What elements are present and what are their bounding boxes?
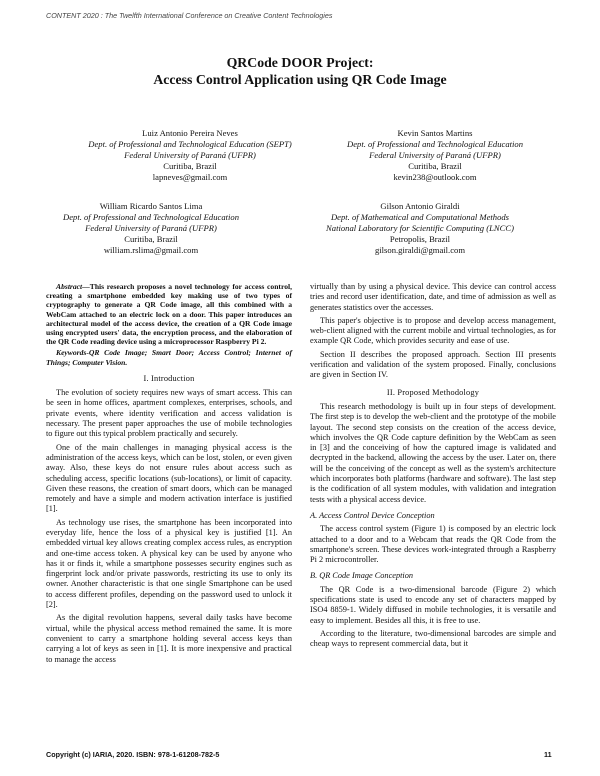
author-city: Curitiba, Brazil <box>163 161 217 171</box>
author-city: Curitiba, Brazil <box>124 234 178 244</box>
author-block-2 <box>325 128 545 183</box>
abstract-text: —This research proposes a novel technology for access control, creating a smartphone embedded key making use of two types of cryptography to generate a QR Code image, all this combined with a WebCam attached to an electric lock on a door. This paper introduces an architectural model of the access device, the creation of a QR Code image using encrypted users' data, the encryption process, and the elaboration of the QR Code reading device using a microprocessor Raspberry Pi 2. <box>46 282 292 347</box>
author-city: Petropolis, Brazil <box>389 234 451 244</box>
paragraph: The access control system (Figure 1) is composed by an electric lock attached to a door and to a Webcam that reads the QR Code from the smartphone's screen. These devices work-integrated through a Raspberry Pi 2 microcontroller. <box>310 524 556 565</box>
paragraph: This paper's objective is to propose and develop access management, web-client aligned with the current mobile and virtual technologies, as for example QR Code, which provides security and ease of use. <box>310 315 556 346</box>
abstract <box>46 282 292 346</box>
keywords <box>46 348 292 366</box>
author-dept: Dept. of Professional and Technological Education (SEPT) <box>88 139 292 149</box>
author-email: gilson.giraldi@gmail.com <box>374 245 466 255</box>
paragraph: According to the literature, two-dimensional barcodes are simple and cheap ways to represent commercial data, but it <box>310 628 556 649</box>
author-dept: Dept. of Mathematical and Computational Methods <box>330 212 510 222</box>
author-institution: Federal University of Paraná (UFPR) <box>85 223 217 233</box>
paragraph: The QR Code is a two-dimensional barcode (Figure 2) which specifications state is used to encode any set of characters mapped by ISO4 8859-1. Widely diffused in mobile technologies, it is versatile and easy to implement. Besides all this, it is free to use. <box>310 584 556 625</box>
author-block-4 <box>300 201 540 256</box>
paragraph: This research methodology is built up in four steps of development. The first step is to develop the web-client and the prototype of the mobile layout. The second step consists on the creation of the access device, which involves the QR Code capture definition by the WebCam as seen in [3] and the conceiving of how the captured image is validated and decrypted in the backend, allowing the access by the user. Later on, there will be the conceiving of the concept as well as the system's architecture which incorporates both platforms (hardware and software). The last step is the codification of all system modules, with validation and integration tests with a physical access device. <box>310 401 556 504</box>
paragraph: virtually than by using a physical device. This device can control access tries and record user identification, date, and time of admission as well as generates statistics over the accesses. <box>310 282 556 312</box>
author-city: Curitiba, Brazil <box>408 161 462 171</box>
author-institution: National Laboratory for Scientific Computing (LNCC) <box>326 223 514 233</box>
footer-copyright: Copyright (c) IARIA, 2020. ISBN: 978-1-61208-782-5 <box>46 750 220 759</box>
author-block-3 <box>36 201 266 256</box>
left-column <box>46 282 292 668</box>
author-institution: Federal University of Paraná (UFPR) <box>369 150 501 160</box>
paragraph: As technology use rises, the smartphone has been incorporated into everyday life, hence the loss of a physical key is justified [1]. An embedded virtual key allows creating complex access rules, as encryption and one-time access token. A physical key can be used by anyone who has it or finds it, while a smartphone possesses security engines such as fingerprint lock and/or private passwords, restricting its use to only its owner. Another characteristic is that one single Smartphone can be used to access different profiles, depending on the password used to unlock it [2]. <box>46 517 292 610</box>
paper-title-line-1: QRCode DOOR Project: <box>226 55 374 70</box>
abstract-label: Abstract <box>56 282 83 291</box>
conference-header: CONTENT 2020 : The Twelfth International Conference on Creative Content Technologies <box>46 11 333 20</box>
author-email: william.rslima@gmail.com <box>103 245 199 255</box>
subsection-heading-b: B. QR Code Image Conception <box>310 571 413 581</box>
paragraph: Section II describes the proposed approach. Section III presents verification and validation of the system proposed. Finally, conclusions are given in Section IV. <box>310 349 556 380</box>
section-heading-introduction: I. Introduction <box>143 373 195 383</box>
author-dept: Dept. of Professional and Technological Education <box>63 212 239 222</box>
author-name: William Ricardo Santos Lima <box>99 201 203 211</box>
right-column <box>310 282 556 653</box>
author-block-1 <box>80 128 300 183</box>
author-email: kevin238@outlook.com <box>393 172 477 182</box>
author-institution: Federal University of Paraná (UFPR) <box>124 150 256 160</box>
paragraph: The evolution of society requires new ways of smart access. This can be seen in home offices, apartment complexes, enterprises, schools, and private events, where identity verification and access validation is necessary. The present paper approaches the use of mobile technologies to figure out this typical problem practically and securely. <box>46 388 292 439</box>
footer-page-number: 11 <box>544 750 552 759</box>
author-dept: Dept. of Professional and Technological Education <box>347 139 523 149</box>
subsection-heading-a: A. Access Control Device Conception <box>310 510 435 520</box>
paragraph: As the digital revolution happens, several daily tasks have become virtual, while the physical access method remained the same. It is more convenient to carry a smartphone holding several access keys than carrying a lot of keys as seen in [1]. It is more inexpensive and practical to manage the access <box>46 613 292 664</box>
paper-title-line-2: Access Control Application using QR Code Image <box>153 72 447 87</box>
author-email: lapneves@gmail.com <box>152 172 228 182</box>
author-name: Luiz Antonio Pereira Neves <box>142 128 238 138</box>
keywords-label: Keywords <box>56 348 87 358</box>
section-heading-methodology: II. Proposed Methodology <box>386 387 480 397</box>
keywords-text: -QR Code Image; Smart Door; Access Control; Internet of Things; Computer Vision. <box>46 348 292 367</box>
author-name: Gilson Antonio Giraldi <box>380 201 460 211</box>
author-name: Kevin Santos Martins <box>397 128 473 138</box>
paragraph: One of the main challenges in managing physical access is the administration of the access keys, which can be lost, stolen, or even given away. Also, these keys do not ensure rules about access such as scheduling access, specific locations (sub-locations), or limit of capacity. Given these reasons, the creation of smart doors, which can be managed remotely and have a simple and modern activation interface is justified [1]. <box>46 442 292 514</box>
